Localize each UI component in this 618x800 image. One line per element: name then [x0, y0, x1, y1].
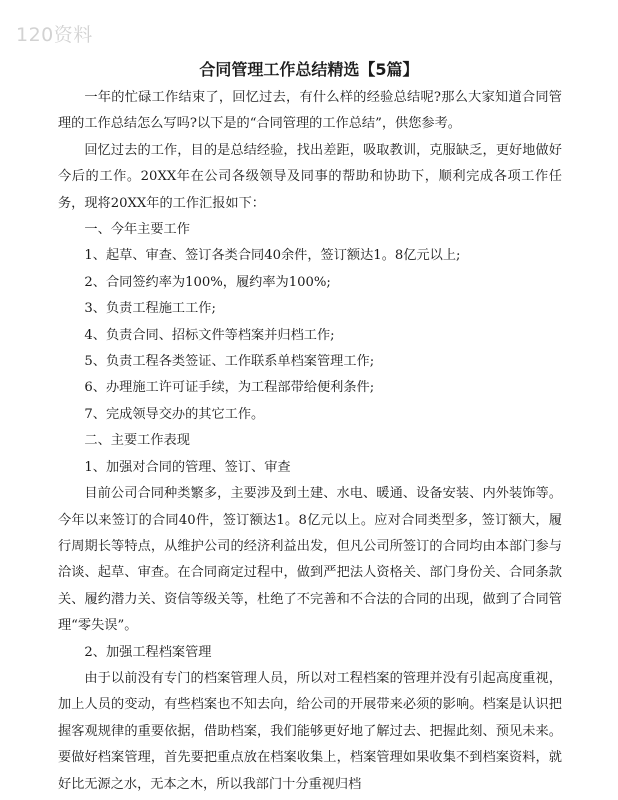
paragraph-archives: 由于以前没有专门的档案管理人员，所以对工程档案的管理并没有引起高度重视，加上人员的变动，有些档案也不知去向，给公司的开展带来必须的影响。档案是认识把握客观规律的重要依据，借助档案，我们能够更好地了解过去、把握此刻、预见未来。要做好档案管理，首先要把重点放在档案收集上，档案管理如果收集不到档案资料，就好比无源之水，无本之木，所以我部门十分重视归档 — [58, 670, 562, 792]
list-item: 2、合同签约率为100%，履约率为100%; — [84, 274, 331, 290]
list-item: 7、完成领导交办的其它工作。 — [84, 406, 265, 422]
watermark: 120资料 — [16, 24, 93, 46]
subsection-heading-archives: 2、加强工程档案管理 — [84, 644, 212, 660]
list-item: 6、办理施工许可证手续，为工程部带给便利条件; — [84, 380, 375, 396]
paragraph-intro: 一年的忙碌工作结束了，回忆过去，有什么样的经验总结呢?那么大家知道合同管理的工作总结怎么写吗?以下是的“合同管理的工作总结”，供您参考。 — [58, 90, 562, 132]
subsection-heading-contracts: 1、加强对合同的管理、签订、审查 — [84, 459, 291, 475]
paragraph-contracts: 目前公司合同种类繁多，主要涉及到土建、水电、暖通、设备安装、内外装饰等。今年以来签订的合同40件，签订额达1。8亿元以上。应对合同类型多，签订额大，履行周期长等特点，从维护公司的经济利益出发，但凡公司所签订的合同均由本部门参与洽谈、起草、审查。在合同商定过程中，做到严把法人资格关、部门身份关、合同条款关、履约潜力关、资信等级关等，杜绝了不完善和不合法的合同的出现，做到了合同管理“零失误”。 — [58, 486, 562, 634]
document-title: 合同管理工作总结精选【5篇】 — [199, 60, 419, 79]
paragraph-review: 回忆过去的工作，目的是总结经验，找出差距，吸取教训，克服缺乏，更好地做好今后的工作。20XX年在公司各级领导及同事的帮助和协助下，顺利完成各项工作任务，现将20XX年的工作汇报如下： — [58, 142, 562, 211]
list-item: 4、负责合同、招标文件等档案并归档工作; — [84, 327, 335, 343]
list-item: 5、负责工程各类签证、工作联系单档案管理工作; — [84, 354, 375, 370]
section-heading-performance: 二、主要工作表现 — [84, 433, 190, 449]
list-item: 3、负责工程施工工作; — [84, 301, 216, 317]
list-item: 1、起草、审查、签订各类合同40余件，签订额达1。8亿元以上; — [84, 248, 461, 264]
document — [0, 60, 618, 798]
section-heading-main-work: 一、今年主要工作 — [84, 222, 190, 238]
document-body — [58, 85, 562, 798]
